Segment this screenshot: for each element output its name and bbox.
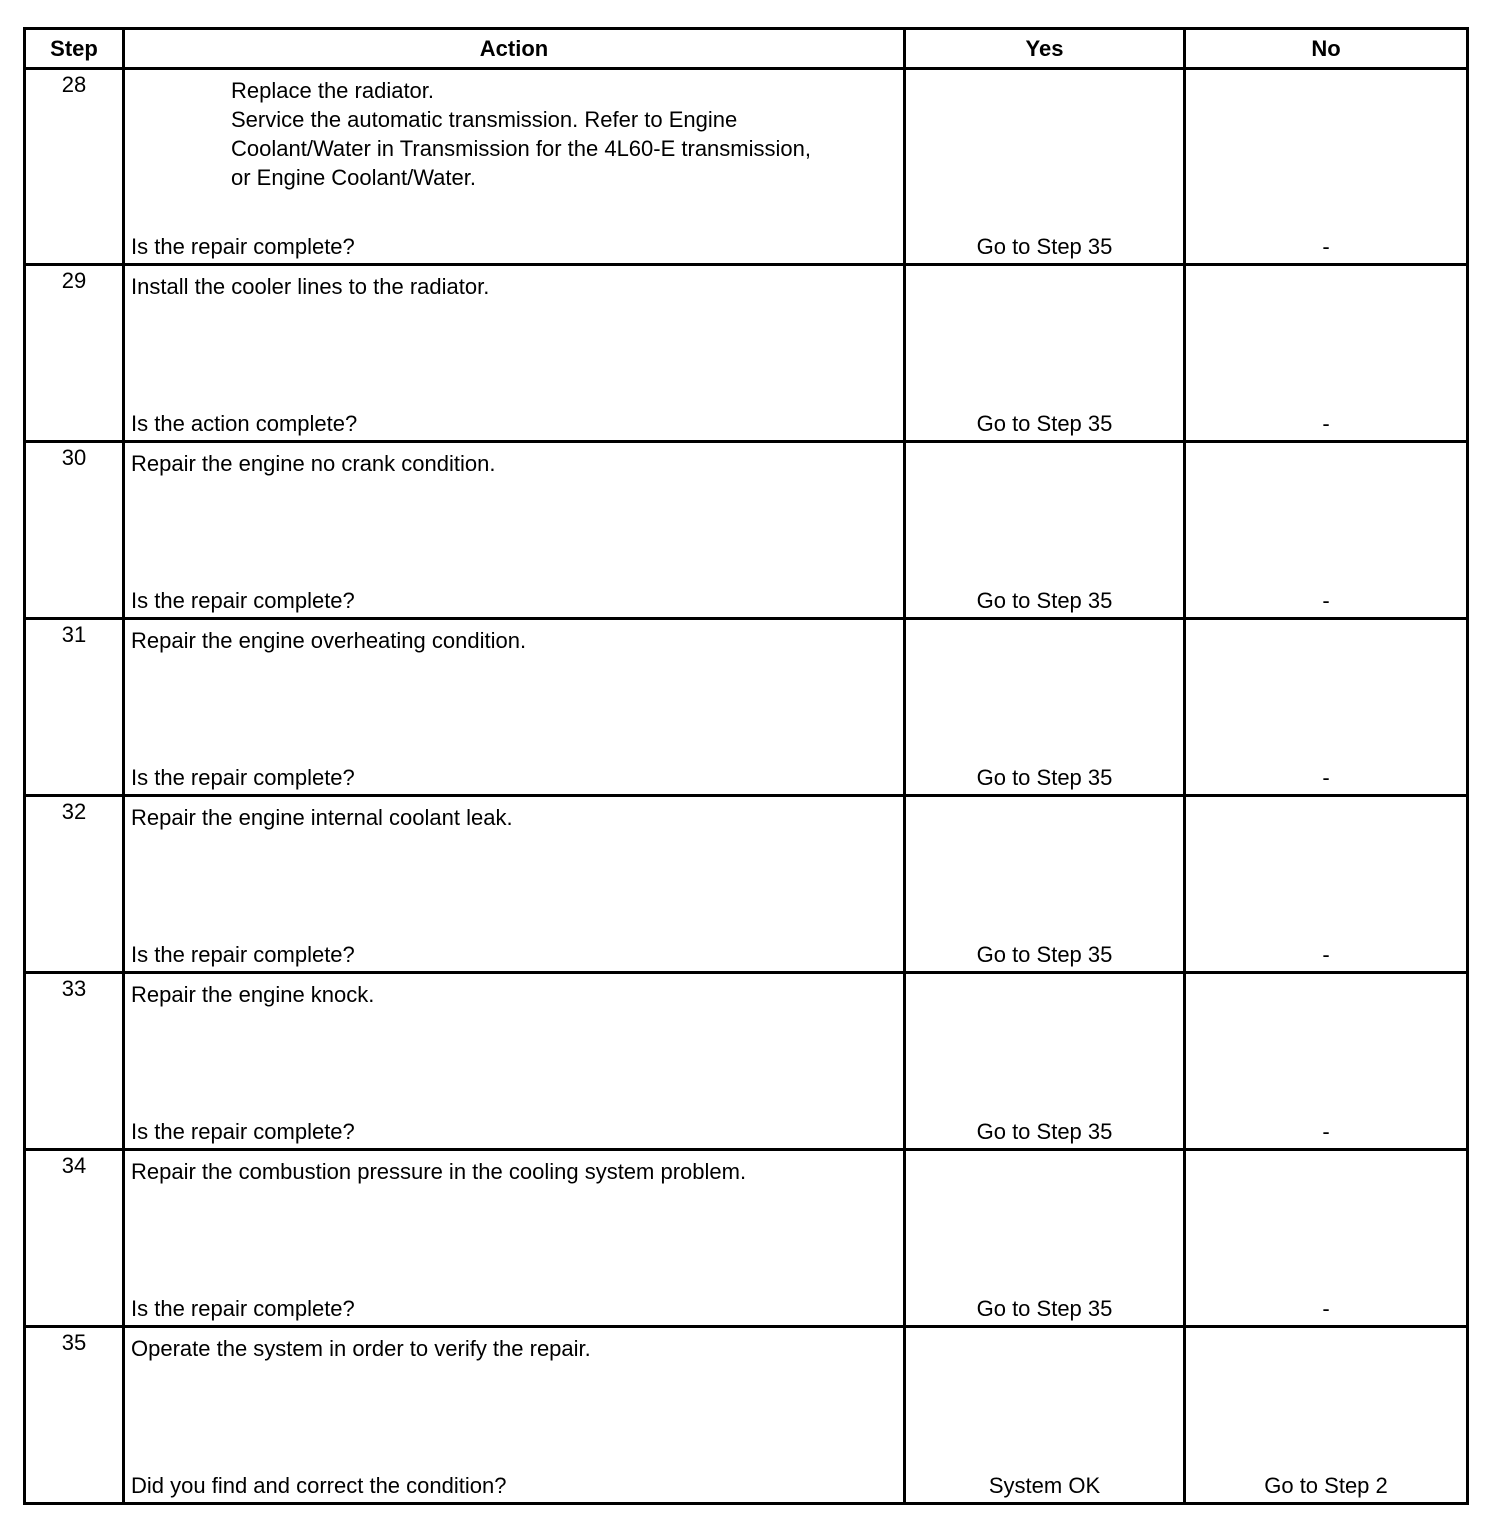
yes-cell [905, 1150, 1185, 1327]
action-line: Replace the radiator. [231, 78, 435, 103]
action-cell [124, 1150, 905, 1327]
no-answer: - [1322, 588, 1330, 613]
no-answer: - [1322, 1119, 1330, 1144]
yes-answer: Go to Step 35 [976, 411, 1113, 436]
table-row-step-28 [25, 69, 1468, 265]
action-cell [124, 69, 905, 265]
step-number: 34 [25, 1150, 124, 1327]
table-row-step-34 [25, 1150, 1468, 1327]
action-text [131, 980, 893, 1009]
table-row-step-30 [25, 442, 1468, 619]
header-action: Action [124, 29, 905, 69]
yes-cell [905, 973, 1185, 1150]
no-answer: - [1322, 411, 1330, 436]
action-text [131, 1334, 893, 1363]
yes-answer: Go to Step 35 [976, 1296, 1113, 1321]
action-line: Operate the system in order to verify the repair. [131, 1336, 591, 1361]
action-text [131, 1157, 893, 1186]
action-line: Coolant/Water in Transmission for the 4L60-E transmission, [231, 136, 811, 161]
no-cell [1185, 1150, 1468, 1327]
action-line: Repair the engine internal coolant leak. [131, 805, 513, 830]
action-cell [124, 265, 905, 442]
action-line: Repair the engine overheating condition. [131, 628, 527, 653]
no-cell [1185, 619, 1468, 796]
action-text [231, 76, 893, 192]
table-row-step-35 [25, 1327, 1468, 1504]
action-question: Did you find and correct the condition? [131, 1473, 507, 1498]
yes-cell [905, 442, 1185, 619]
action-question: Is the repair complete? [131, 1119, 355, 1144]
no-answer: - [1322, 1296, 1330, 1321]
no-cell [1185, 796, 1468, 973]
yes-answer: Go to Step 35 [976, 588, 1113, 613]
action-line: Repair the combustion pressure in the cooling system problem. [131, 1159, 747, 1184]
action-question: Is the repair complete? [131, 588, 355, 613]
yes-answer: System OK [988, 1473, 1101, 1498]
table-row-step-33 [25, 973, 1468, 1150]
step-number: 32 [25, 796, 124, 973]
yes-answer: Go to Step 35 [976, 1119, 1113, 1144]
step-number: 33 [25, 973, 124, 1150]
no-answer: - [1322, 942, 1330, 967]
header-step: Step [25, 29, 124, 69]
action-text [131, 626, 893, 655]
action-question: Is the repair complete? [131, 765, 355, 790]
diagnostic-table [23, 27, 1469, 1505]
no-cell [1185, 265, 1468, 442]
action-line: Repair the engine knock. [131, 982, 375, 1007]
step-number: 29 [25, 265, 124, 442]
header-yes: Yes [905, 29, 1185, 69]
table-body [25, 69, 1468, 1504]
action-line: Repair the engine no crank condition. [131, 451, 496, 476]
action-line: Install the cooler lines to the radiator. [131, 274, 490, 299]
no-cell [1185, 1327, 1468, 1504]
no-answer: - [1322, 765, 1330, 790]
action-cell [124, 1327, 905, 1504]
yes-answer: Go to Step 35 [976, 942, 1113, 967]
header-no: No [1185, 29, 1468, 69]
no-cell [1185, 69, 1468, 265]
yes-cell [905, 69, 1185, 265]
action-line: or Engine Coolant/Water. [231, 165, 476, 190]
step-number: 30 [25, 442, 124, 619]
step-number: 31 [25, 619, 124, 796]
no-cell [1185, 442, 1468, 619]
action-question: Is the repair complete? [131, 942, 355, 967]
action-cell [124, 796, 905, 973]
table-row-step-31 [25, 619, 1468, 796]
action-question: Is the repair complete? [131, 1296, 355, 1321]
step-number: 28 [25, 69, 124, 265]
yes-cell [905, 619, 1185, 796]
action-line: Service the automatic transmission. Refer to Engine [231, 107, 738, 132]
yes-answer: Go to Step 35 [976, 234, 1113, 259]
yes-cell [905, 796, 1185, 973]
action-text [131, 272, 893, 301]
action-text [131, 449, 893, 478]
yes-answer: Go to Step 35 [976, 765, 1113, 790]
no-answer: Go to Step 2 [1264, 1473, 1388, 1498]
no-answer: - [1322, 234, 1330, 259]
yes-cell [905, 265, 1185, 442]
table-row-step-32 [25, 796, 1468, 973]
step-number: 35 [25, 1327, 124, 1504]
action-cell [124, 442, 905, 619]
action-text [131, 803, 893, 832]
action-question: Is the repair complete? [131, 234, 355, 259]
yes-cell [905, 1327, 1185, 1504]
action-cell [124, 973, 905, 1150]
table-row-step-29 [25, 265, 1468, 442]
no-cell [1185, 973, 1468, 1150]
table-header-row [25, 29, 1468, 69]
action-question: Is the action complete? [131, 411, 358, 436]
action-cell [124, 619, 905, 796]
